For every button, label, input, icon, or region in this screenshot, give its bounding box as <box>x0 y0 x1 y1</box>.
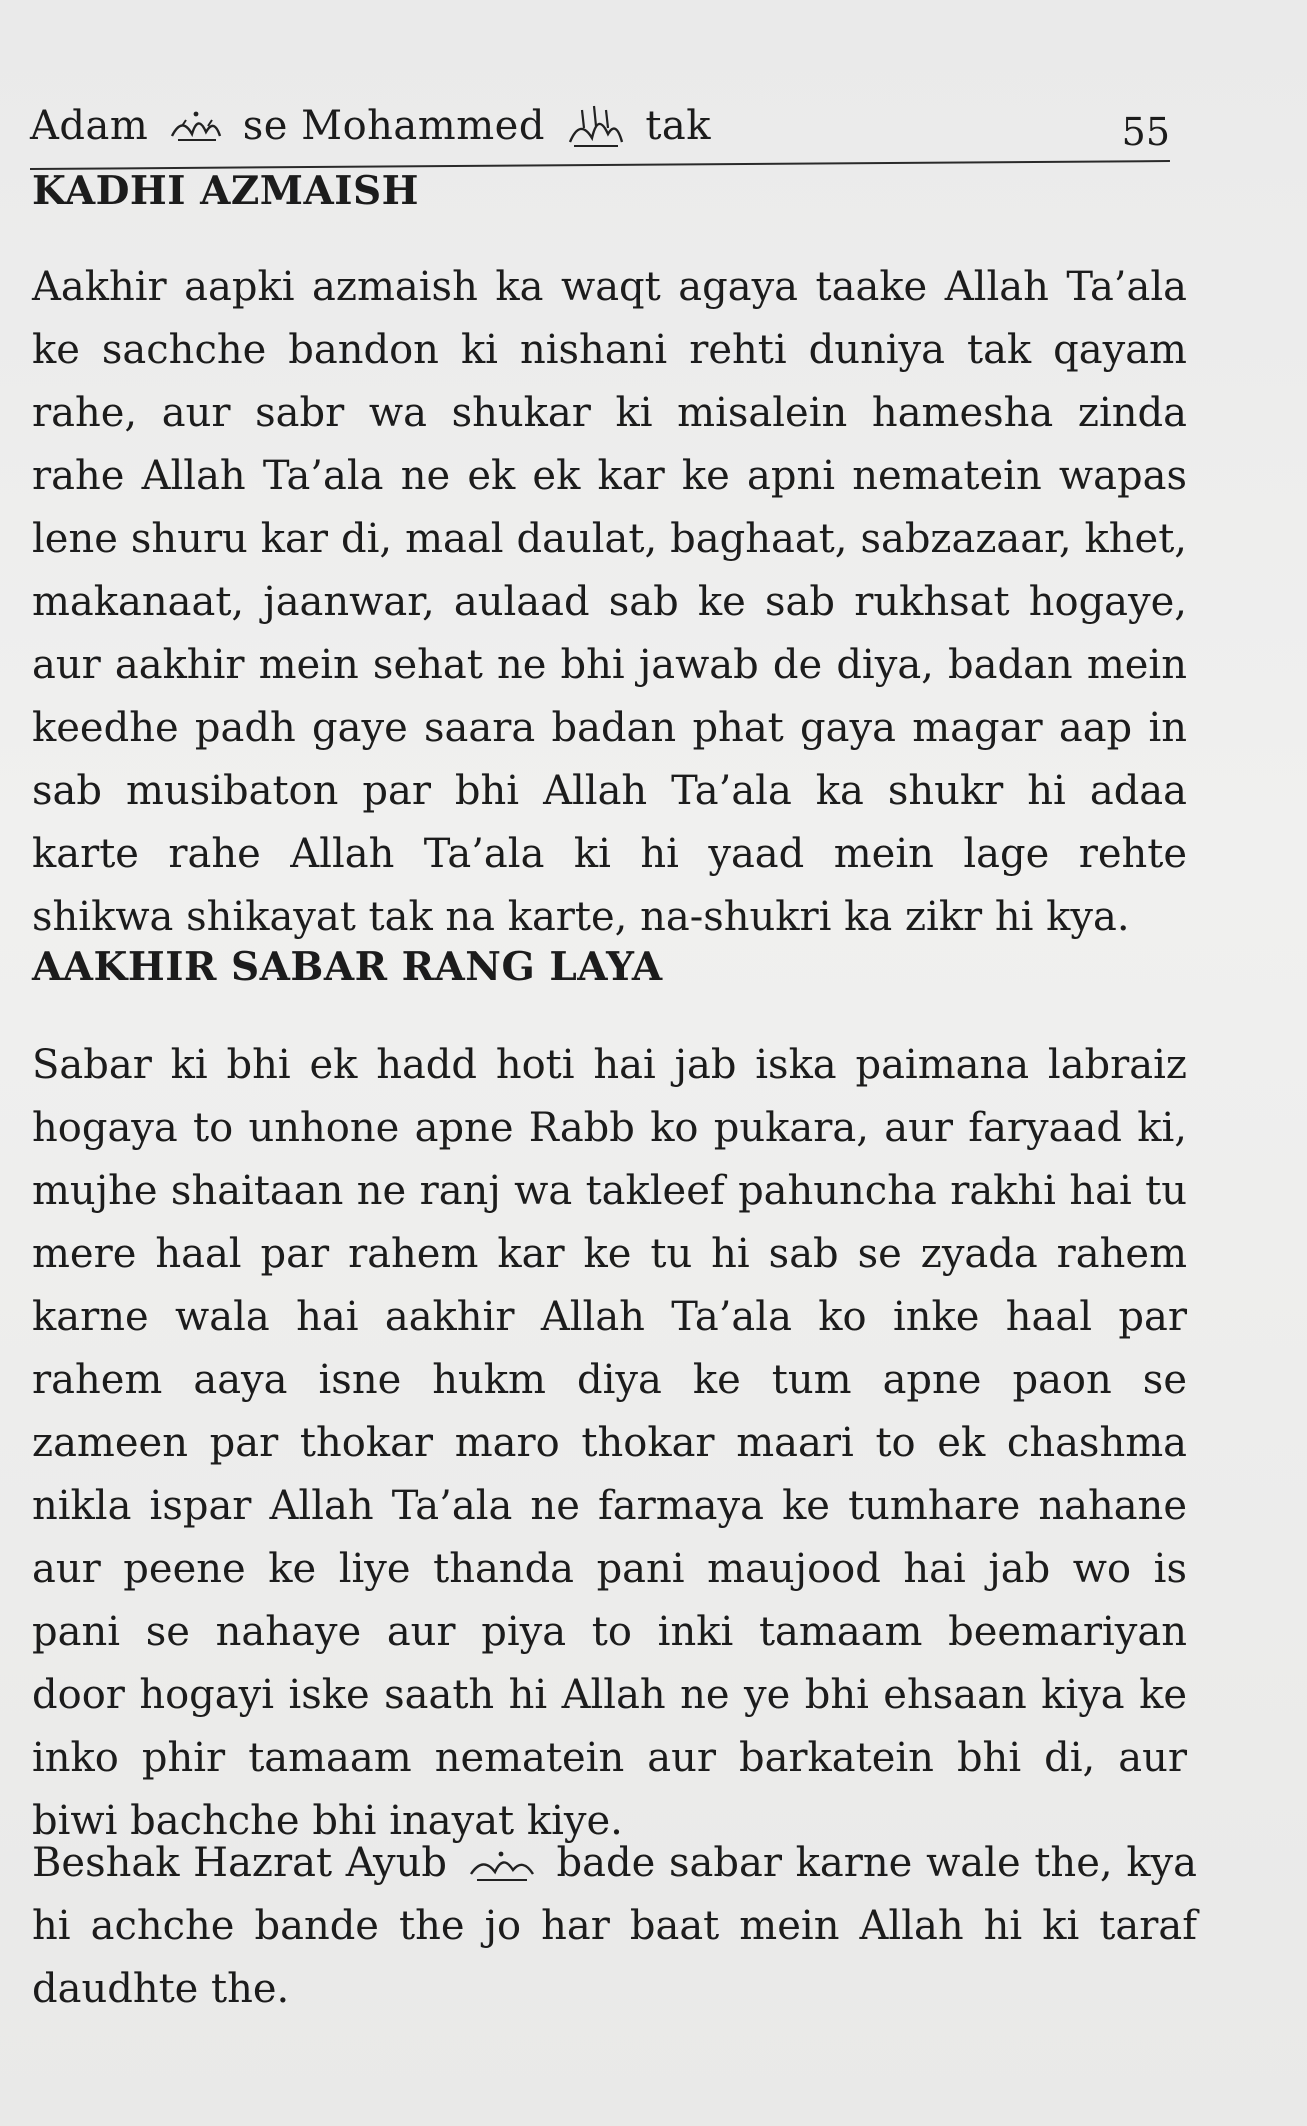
head-title-part2: se Mohammed <box>242 103 545 149</box>
alayhis-salam-honorific-icon <box>168 106 224 146</box>
page-number: 55 <box>1121 110 1170 154</box>
closing-part2: bade sabar karne wale the, kya hi achche bande the jo har baat mein Allah hi ki taraf daudhte the. <box>32 1840 1198 2012</box>
sallallahu-alayhi-wasallam-honorific-icon <box>564 102 626 150</box>
alayhis-salam-inline-icon <box>467 1848 537 1884</box>
head-title-part1: Adam <box>30 103 149 149</box>
closing-paragraph <box>32 1832 1197 2021</box>
paragraph-kadhi-azmaish: Aakhir aapki azmaish ka waqt agaya taake Allah Ta’ala ke sachche bandon ki nishani rehti duniya tak qayam rahe, aur sabr wa shukar ki misalein hamesha zinda rahe Allah Ta’ala ne ek ek kar ke apni nematein wapas lene shuru kar di, maal daulat, baghaat, sabzazaar, khet, makanaat, jaanwar, aulaad sab ke sab rukhsat hogaye, aur aakhir mein sehat ne bhi jawab de diya, badan mein keedhe padh gaye saara badan phat gaya magar aap in sab musibaton par bhi Allah Ta’ala ka shukr hi adaa karte rahe Allah Ta’ala ki hi yaad mein lage rehte shikwa shikayat tak na karte, na-shukri ka zikr hi kya. <box>32 264 1187 940</box>
section-heading-aakhir-sabar-rang-laya: AAKHIR SABAR RANG LAYA <box>32 944 663 990</box>
running-head-title <box>30 100 711 150</box>
closing-part1: Beshak Hazrat Ayub <box>32 1840 448 1886</box>
paragraph-aakhir-sabar-rang-laya: Sabar ki bhi ek hadd hoti hai jab iska paimana labraiz hogaya to unhone apne Rabb ko pukara, aur faryaad ki, mujhe shaitaan ne ranj wa takleef pahuncha rakhi hai tu mere haal par rahem kar ke tu hi sab se zyada rahem karne wala hai aakhir Allah Ta’ala ko inke haal par rahem aaya isne hukm diya ke tum apne paon se zameen par thokar maro thokar maari to ek chashma nikla ispar Allah Ta’ala ne farmaya ke tumhare nahane aur peene ke liye thanda pani maujood hai jab wo is pani se nahaye aur piya to inki tamaam beemariyan door hogayi iske saath hi Allah ne ye bhi ehsaan kiya ke inko phir tamaam nematein aur barkatein bhi di, aur biwi bachche bhi inayat kiye. <box>32 1042 1187 1844</box>
head-title-part3: tak <box>645 103 712 149</box>
section-heading-kadhi-azmaish: KADHI AZMAISH <box>32 168 419 214</box>
